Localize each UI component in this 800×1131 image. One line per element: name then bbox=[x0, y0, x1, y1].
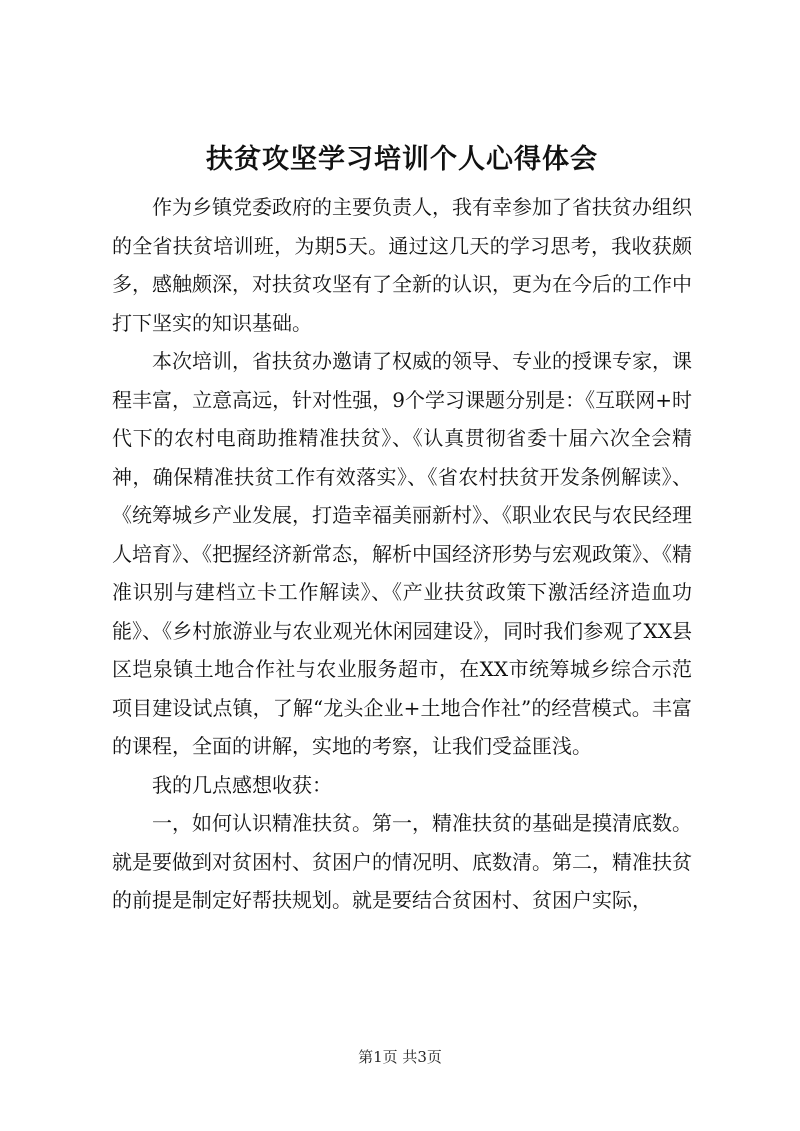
paragraph-insights-heading: 我的几点感想收获： bbox=[152, 772, 332, 797]
paragraph-intro: 作为乡镇党委政府的主要负责人，我有幸参加了省扶贫办组织的全省扶贫培训班，为期5天。通过这几天的学习思考，我收获颇多，感触颇深，对扶贫攻坚有了全新的认识，更为在今后的工作中打下坚实的知识基础。 bbox=[112, 195, 692, 335]
document-title: 扶贫攻坚学习培训个人心得体会 bbox=[206, 144, 598, 175]
document-page bbox=[112, 140, 692, 920]
paragraph-training-content: 本次培训，省扶贫办邀请了权威的领导、专业的授课专家，课程丰富，立意高远，针对性强，9个学习课题分别是：《互联网+时代下的农村电商助推精准扶贫》、《认真贯彻省委十届六次全会精神，确保精准扶贫工作有效落实》、《省农村扶贫开发条例解读》、《统筹城乡产业发展，打造幸福美丽新村》、《职业农民与农民经理人培育》、《把握经济新常态，解析中国经济形势与宏观政策》、《精准识别与建档立卡工作解读》、《产业扶贫政策下激活经济造血功能》、《乡村旅游业与农业观光休闲园建设》，同时我们参观了XX县区垲泉镇土地合作社与农业服务超市，在XX市统筹城乡综合示范项目建设试点镇，了解“龙头企业+土地合作社”的经营模式。丰富的课程，全面的讲解，实地的考察，让我们受益匪浅。 bbox=[112, 349, 692, 758]
page-number-footer: 第1页 共3页 bbox=[358, 1048, 442, 1066]
paragraph-insight-one: 一，如何认识精准扶贫。第一，精准扶贫的基础是摸清底数。就是要做到对贫困村、贫困户的情况明、底数清。第二，精准扶贫的前提是制定好帮扶规划。就是要结合贫困村、贫困户实际， bbox=[112, 811, 692, 912]
